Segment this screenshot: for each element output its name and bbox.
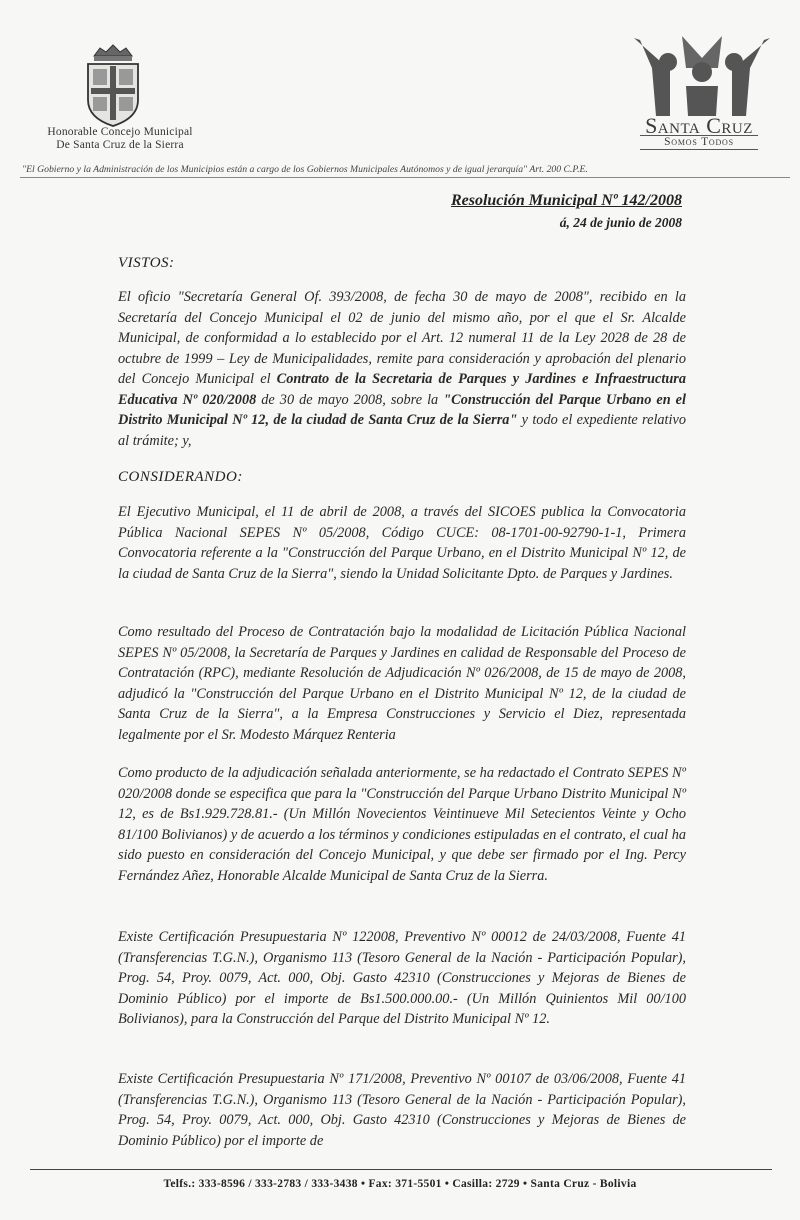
considerando-paragraph-1: El Ejecutivo Municipal, el 11 de abril de 2008, a través del SICOES publica la Convocatoria Pública Nacional SEPES Nº 05/2008, Código CUCE: 08-1701-00-92790-1-1, Primera Convocatoria referente a la "Construcción del Parque Urbano, en el Distrito Municipal Nº 12, de la ciudad de Santa Cruz de la Sierra", siendo la Unidad Solicitante Dpto. de Parques y Jardines. (118, 504, 686, 582)
considerando-paragraph-5: Existe Certificación Presupuestaria Nº 171/2008, Preventivo Nº 00107 de 03/06/2008, Fuente 41 (Transferencias T.G.N.), Organismo 113 (Tesoro General de la Nación - Participación Popular), Prog. 54, Proy. 0079, Act. 000, Obj. Gasto 42310 (Construcciones y Mejoras de Bienes de Dominio Público) por el importe de (118, 1071, 686, 1149)
considerando-paragraph-2: Como resultado del Proceso de Contratación bajo la modalidad de Licitación Pública Nacional SEPES Nº 05/2008, la Secretaría de Parques y Jardines en calidad de Responsable del Proceso de Contratación (RPC), mediante Resolución de Adjudicación Nº 026/2008, de 15 de mayo de 2008, adjudicó la "Construcción del Parque Urbano en el Distrito Municipal Nº 12, de la ciudad de Santa Cruz de la Sierra", a la Empresa Construcciones y Servicio el Diez, representada legalmente por el Sr. Modesto Márquez Renteria (118, 624, 686, 743)
vistos-text-c: de 30 de mayo 2008, sobre la (256, 391, 444, 408)
resolution-title: Resolución Municipal Nº 142/2008 (450, 192, 682, 209)
vistos-project-name: "Construcción del Parque Urbano en el Distrito Municipal Nº 12, de la ciudad de Santa Cruz de la Sierra" (118, 391, 687, 428)
vistos-contract-name: Contrato de la Secretaria de Parques y Jardines e Infraestructura Educativa Nº 020/2008 (118, 371, 686, 408)
considerando-paragraph-4: Existe Certificación Presupuestaria Nº 122008, Preventivo Nº 00012 de 24/03/2008, Fuente 41 (Transferencias T.G.N.), Organismo 113 (Tesoro General de la Nación - Participación Popular), Prog. 54, Proy. 0079, Act. 000, Obj. Gasto 42310 (Construcciones y Mejoras de Bienes de Dominio Público) por el importe de Bs1.500.000.00.- (Un Millón Quinientos Mil 00/100 Bolivianos), para la Construcción del Parque del Distrito Municipal Nº 12. (118, 929, 686, 1027)
vistos-text-a: El oficio "Secretaría General Of. 393/2008, de fecha 30 de mayo de 2008", recibido en la Secretaría del Concejo Municipal el 02 de junio del mismo año, por el que el Sr. Alcalde Municipal, de conformidad a lo establecido por el Art. 12 numeral 11 de la Ley 2028 de 28 de octubre de 1999 – Ley de Municipalidades, remite para consideración y aprobación del plenario del Concejo Municipal el (118, 289, 686, 387)
considerando-heading: CONSIDERANDO: (118, 469, 243, 485)
vistos-heading: VISTOS: (118, 255, 175, 271)
resolution-date: á, 24 de junio de 2008 (559, 215, 682, 230)
council-line2: De Santa Cruz de la Sierra (56, 139, 184, 151)
footer-divider (30, 1169, 772, 1170)
considerando-paragraph-3: Como producto de la adjudicación señalada anteriormente, se ha redactado el Contrato SEPES Nº 020/2008 donde se especifica que para la "Construcción del Parque Urbano Distrito Municipal Nº 12, es de Bs1.929.728.81.- (Un Millón Novecientos Veintinueve Mil Setecientos Veinte y Ocho 81/100 Bolivianos) y de acuerdo a los términos y condiciones estipuladas en el contrato, el cual ha sido puesto en consideración del Concejo Municipal, y que debe ser firmado por el Ing. Percy Fernández Añez, Honorable Alcalde Municipal de Santa Cruz de la Sierra. (118, 765, 686, 884)
coat-of-arms-icon (82, 42, 144, 128)
santa-cruz-logo-icon (626, 28, 776, 120)
vistos-text-e: y todo el expediente relativo al trámite; y, (118, 412, 686, 449)
vistos-paragraph (118, 287, 686, 451)
logo-subtitle: Somos Todos (640, 135, 758, 150)
council-name (20, 126, 220, 152)
council-line1: Honorable Concejo Municipal (47, 126, 193, 138)
footer-contact: Telfs.: 333-8596 / 333-2783 / 333-3438 • Fax: 371-5501 • Casilla: 2729 • Santa Cruz - Bolivia (163, 1178, 637, 1190)
header-divider (20, 177, 790, 178)
logo-title: Santa Cruz (645, 113, 753, 138)
constitution-quote: "El Gobierno y la Administración de los Municipios están a cargo de los Gobiernos Municipales Autónomos y de igual jerarquía" Art. 200 C.P.E. (22, 164, 588, 175)
